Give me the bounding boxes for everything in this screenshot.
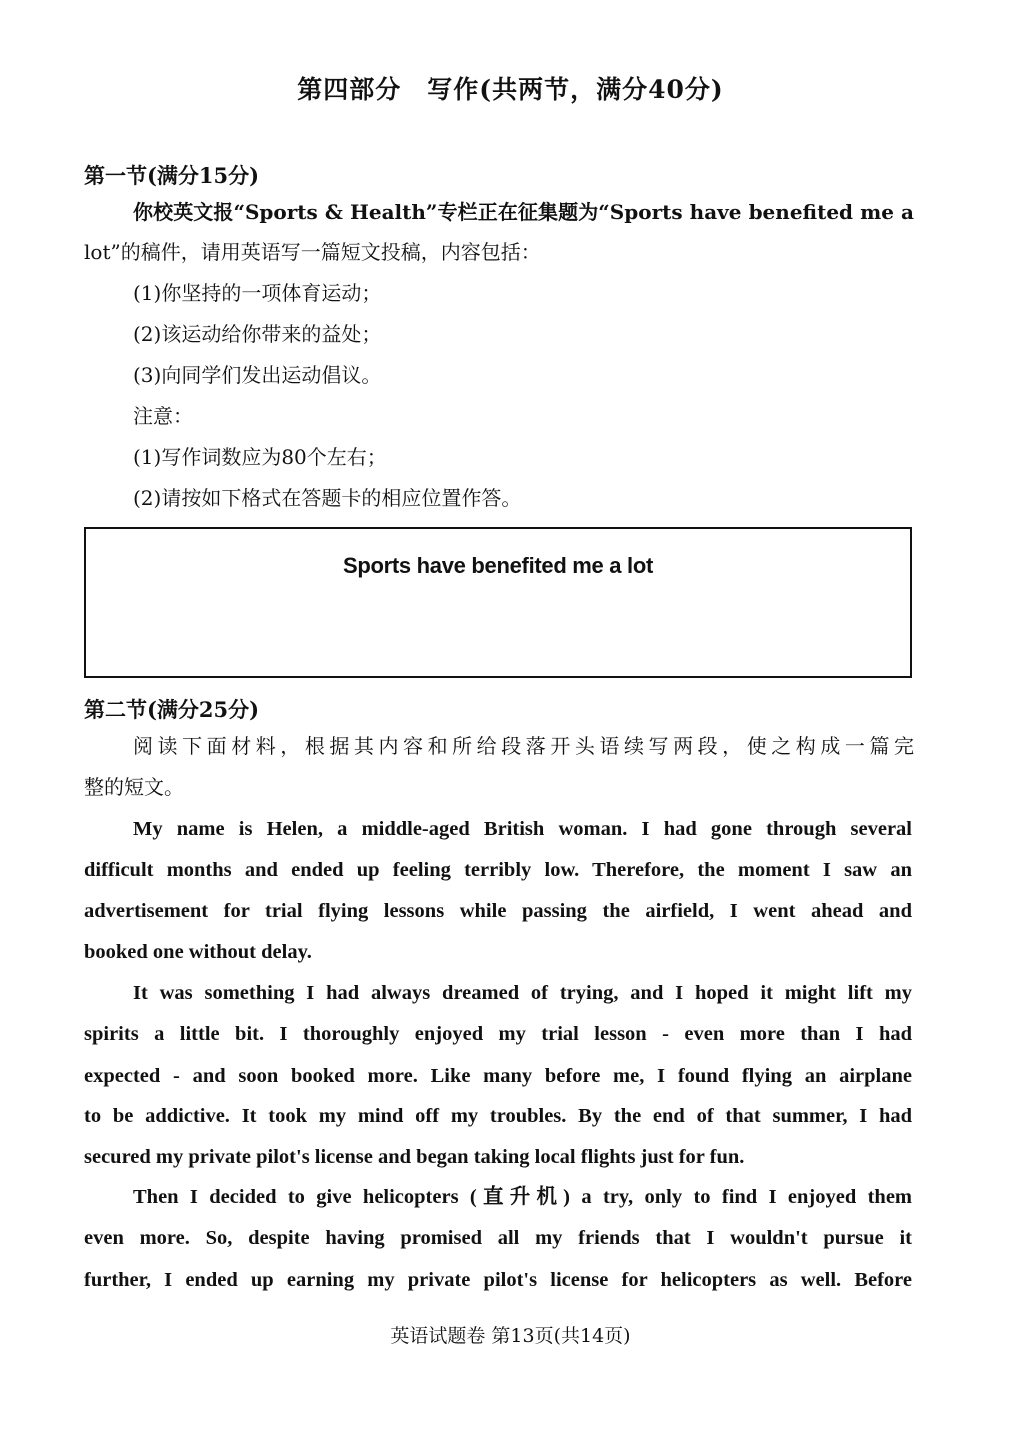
passage-line: even more. So, despite having promised all my friends that I wouldn't pursue it (84, 1227, 912, 1249)
page-footer: 英语试题卷 第13页(共14页) (390, 1325, 631, 1347)
passage-line: difficult months and ended up feeling terribly low. Therefore, the moment I saw an (84, 859, 912, 881)
page-title: 第四部分 写作(共两节，满分40分) (297, 75, 724, 104)
passage-line: booked one without delay. (84, 941, 312, 963)
passage-line: expected - and soon booked more. Like many before me, I found flying an airplane (84, 1065, 912, 1087)
passage-line: Then I decided to give helicopters (直升机) a try, only to find I enjoyed them (133, 1186, 912, 1208)
section1-item-3: (3)向同学们发出运动倡议。 (133, 363, 382, 387)
passage-line: secured my private pilot's license and began taking local flights just for fun. (84, 1146, 745, 1168)
section1-prompt-line2: lot”的稿件，请用英语写一篇短文投稿，内容包括： (84, 240, 541, 264)
passage-line: advertisement for trial flying lessons while passing the airfield, I went ahead and (84, 900, 912, 922)
section2-instruction-line1: 阅读下面材料，根据其内容和所给段落开头语续写两段，使之构成一篇完 (133, 734, 914, 758)
passage-line: My name is Helen, a middle-aged British woman. I had gone through several (133, 818, 912, 840)
section1-prompt-line1: 你校英文报“Sports & Health”专栏正在征集题为“Sports have benefited me a (133, 200, 914, 224)
passage-line: to be addictive. It took my mind off my troubles. By the end of that summer, I had (84, 1105, 912, 1127)
section1-note-2: (2)请按如下格式在答题卡的相应位置作答。 (133, 486, 522, 510)
answer-format-box (84, 527, 912, 678)
passage-line: It was something I had always dreamed of trying, and I hoped it might lift my (133, 982, 912, 1004)
passage-line: spirits a little bit. I thoroughly enjoyed my trial lesson - even more than I had (84, 1023, 912, 1045)
answer-format-box-title: Sports have benefited me a lot (342, 553, 654, 578)
section1-item-1: (1)你坚持的一项体育运动； (133, 281, 382, 305)
section2-instruction-line2: 整的短文。 (84, 775, 184, 799)
section1-note-1: (1)写作词数应为80个左右； (133, 445, 387, 469)
section1-heading: 第一节(满分15分) (84, 163, 260, 188)
section1-item-2: (2)该运动给你带来的益处； (133, 322, 382, 346)
section2-heading: 第二节(满分25分) (84, 697, 260, 722)
passage-line: further, I ended up earning my private pilot's license for helicopters as well. Before (84, 1269, 912, 1291)
section1-notes-label: 注意： (133, 404, 193, 428)
